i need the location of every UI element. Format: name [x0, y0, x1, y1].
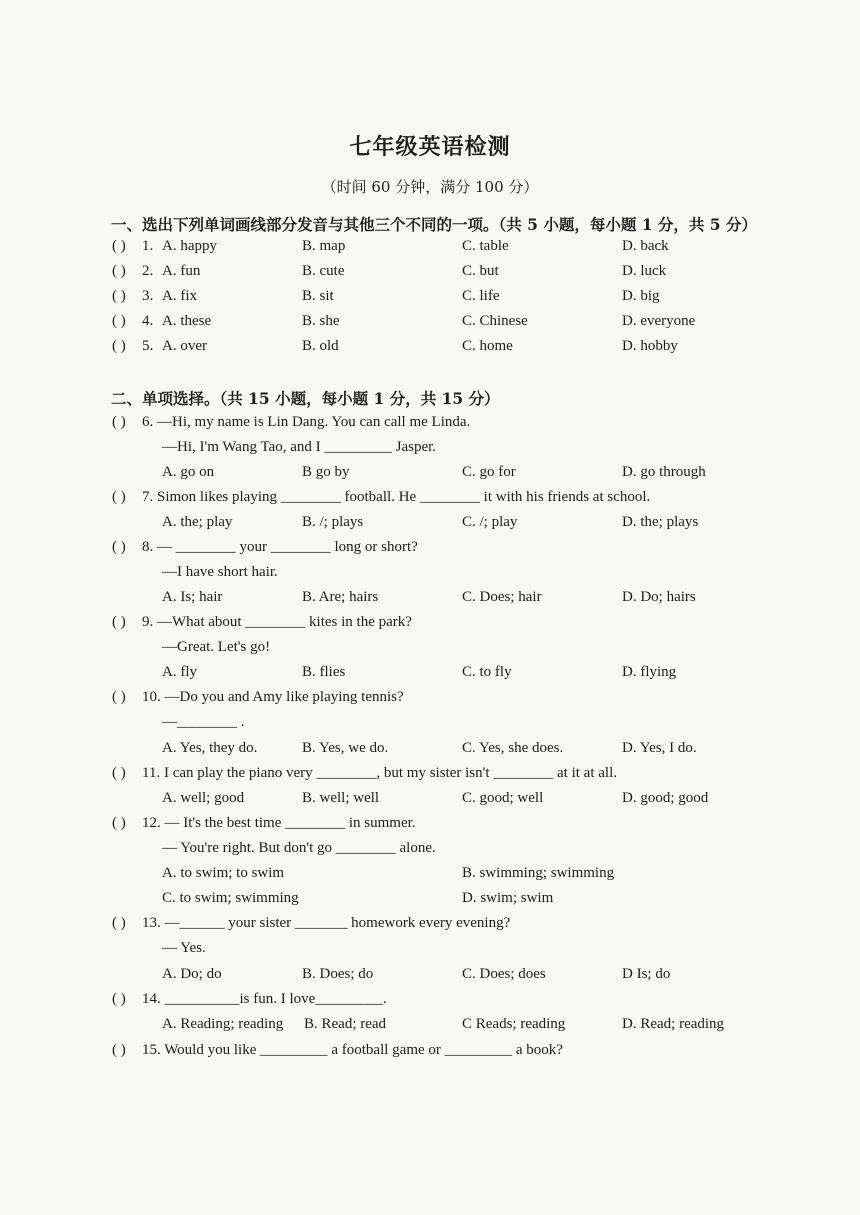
option-d: D. Yes, I do.: [622, 740, 697, 756]
answer-paren[interactable]: ( ): [112, 689, 126, 705]
option-d: D. luck: [622, 263, 667, 279]
option-b: B. Are; hairs: [302, 589, 379, 605]
answer-paren[interactable]: ( ): [112, 263, 126, 279]
option-c: C. /; play: [462, 514, 518, 530]
item-number: 3.: [142, 288, 154, 304]
option-d: D. good; good: [622, 790, 709, 806]
question-6-options: [0, 464, 860, 488]
option-a: A. these: [162, 313, 212, 329]
option-a: A. fix: [162, 288, 197, 304]
question-13-options: [0, 966, 860, 990]
answer-paren[interactable]: ( ): [112, 489, 126, 505]
page-title: 七年级英语检测: [349, 134, 511, 160]
question-stem: 7. Simon likes playing ________ football. He ________ it with his friends at school.: [142, 489, 651, 505]
option-b: B. Does; do: [302, 966, 374, 982]
question-12-options-cd: [0, 890, 860, 914]
option-b: B. map: [302, 238, 346, 254]
option-a: A. Is; hair: [162, 589, 223, 605]
option-c: C. table: [462, 238, 509, 254]
question-14: [0, 991, 860, 1015]
option-a: A. well; good: [162, 790, 245, 806]
question-line: — You're right. But don't go ________ alone.: [162, 840, 436, 856]
item-number: 2.: [142, 263, 154, 279]
question-8-options: [0, 589, 860, 613]
section1-item: [0, 313, 860, 337]
option-b: B. sit: [302, 288, 334, 304]
option-d: D. hobby: [622, 338, 678, 354]
option-b: B. cute: [302, 263, 345, 279]
option-d: D Is; do: [622, 966, 671, 982]
option-a: A. to swim; to swim: [162, 865, 285, 881]
option-d: D. Read; reading: [622, 1016, 725, 1032]
question-9-line2: [0, 639, 860, 663]
question-7-options: [0, 514, 860, 538]
item-number: 5.: [142, 338, 154, 354]
answer-paren[interactable]: ( ): [112, 614, 126, 630]
question-stem: 8. — ________ your ________ long or short?: [142, 539, 418, 555]
option-b: B. she: [302, 313, 340, 329]
answer-paren[interactable]: ( ): [112, 815, 126, 831]
option-b: B. Yes, we do.: [302, 740, 389, 756]
option-c: C Reads; reading: [462, 1016, 566, 1032]
question-stem: 14. __________is fun. I love_________.: [142, 991, 387, 1007]
option-a: A. the; play: [162, 514, 233, 530]
question-9-options: [0, 664, 860, 688]
section2-heading: 二、单项选择。（共 15 小题，每小题 1 分，共 15 分）: [111, 389, 500, 408]
option-c: C. home: [462, 338, 513, 354]
question-13-line2: [0, 940, 860, 964]
question-11: [0, 765, 860, 789]
question-line: —I have short hair.: [162, 564, 278, 580]
option-d: D. flying: [622, 664, 677, 680]
section1-item: [0, 263, 860, 287]
question-14-options: [0, 1016, 860, 1040]
question-12-options-ab: [0, 865, 860, 889]
option-b: B. swimming; swimming: [462, 865, 615, 881]
section1-item: [0, 238, 860, 262]
question-line: —________ .: [162, 714, 245, 730]
answer-paren[interactable]: ( ): [112, 539, 126, 555]
question-6: [0, 414, 860, 438]
option-b: B. flies: [302, 664, 346, 680]
option-d: D. swim; swim: [462, 890, 554, 906]
answer-paren[interactable]: ( ): [112, 238, 126, 254]
question-12: [0, 815, 860, 839]
option-b: B. well; well: [302, 790, 380, 806]
question-line: — Yes.: [162, 940, 206, 956]
answer-paren[interactable]: ( ): [112, 288, 126, 304]
question-stem: 11. I can play the piano very ________, but my sister isn't ________ at it at all.: [142, 765, 617, 781]
option-c: C. to fly: [462, 664, 512, 680]
question-stem: 13. —______ your sister _______ homework every evening?: [142, 915, 511, 931]
option-d: D. the; plays: [622, 514, 699, 530]
option-d: D. back: [622, 238, 669, 254]
option-a: A. fly: [162, 664, 197, 680]
question-8-line2: [0, 564, 860, 588]
question-line: —Hi, I'm Wang Tao, and I _________ Jasper.: [162, 439, 437, 455]
page-subtitle: （时间 60 分钟，满分 100 分）: [321, 178, 539, 196]
question-stem: 9. —What about ________ kites in the park?: [142, 614, 412, 630]
question-15: [0, 1042, 860, 1066]
answer-paren[interactable]: ( ): [112, 1042, 126, 1058]
question-9: [0, 614, 860, 638]
answer-paren[interactable]: ( ): [112, 414, 126, 430]
question-stem: 10. —Do you and Amy like playing tennis?: [142, 689, 404, 705]
option-a: A. happy: [162, 238, 217, 254]
option-c: C. to swim; swimming: [162, 890, 299, 906]
question-line: —Great. Let's go!: [162, 639, 271, 655]
option-d: D. go through: [622, 464, 706, 480]
answer-paren[interactable]: ( ): [112, 338, 126, 354]
question-10-options: [0, 740, 860, 764]
option-a: A. go on: [162, 464, 215, 480]
question-8: [0, 539, 860, 563]
option-c: C. good; well: [462, 790, 544, 806]
option-d: D. big: [622, 288, 660, 304]
option-b: B. /; plays: [302, 514, 364, 530]
option-d: D. everyone: [622, 313, 696, 329]
option-c: C. but: [462, 263, 499, 279]
question-stem: 12. — It's the best time ________ in summer.: [142, 815, 416, 831]
question-stem: 15. Would you like _________ a football game or _________ a book?: [142, 1042, 563, 1058]
answer-paren[interactable]: ( ): [112, 765, 126, 781]
section1-item: [0, 288, 860, 312]
question-10-line2: [0, 714, 860, 738]
option-a: A. Yes, they do.: [162, 740, 258, 756]
item-number: 1.: [142, 238, 154, 254]
option-c: C. Does; hair: [462, 589, 542, 605]
option-a: A. fun: [162, 263, 201, 279]
question-7: [0, 489, 860, 513]
option-b: B. old: [302, 338, 339, 354]
answer-paren[interactable]: ( ): [112, 915, 126, 931]
question-6-line2: [0, 439, 860, 463]
question-12-line2: [0, 840, 860, 864]
option-b: B go by: [302, 464, 350, 480]
question-11-options: [0, 790, 860, 814]
option-c: C. Does; does: [462, 966, 546, 982]
option-a: A. Reading; reading: [162, 1016, 284, 1032]
section1-item: [0, 338, 860, 362]
option-d: D. Do; hairs: [622, 589, 696, 605]
answer-paren[interactable]: ( ): [112, 991, 126, 1007]
answer-paren[interactable]: ( ): [112, 313, 126, 329]
option-c: C. go for: [462, 464, 516, 480]
question-13: [0, 915, 860, 939]
question-stem: 6. —Hi, my name is Lin Dang. You can call me Linda.: [142, 414, 471, 430]
option-b: B. Read; read: [304, 1016, 387, 1032]
option-c: C. Yes, she does.: [462, 740, 564, 756]
option-a: A. Do; do: [162, 966, 222, 982]
question-10: [0, 689, 860, 713]
option-c: C. Chinese: [462, 313, 528, 329]
option-a: A. over: [162, 338, 207, 354]
item-number: 4.: [142, 313, 154, 329]
option-c: C. life: [462, 288, 500, 304]
section1-heading: 一、选出下列单词画线部分发音与其他三个不同的一项。（共 5 小题，每小题 1 分，共 5 分）: [111, 215, 757, 234]
